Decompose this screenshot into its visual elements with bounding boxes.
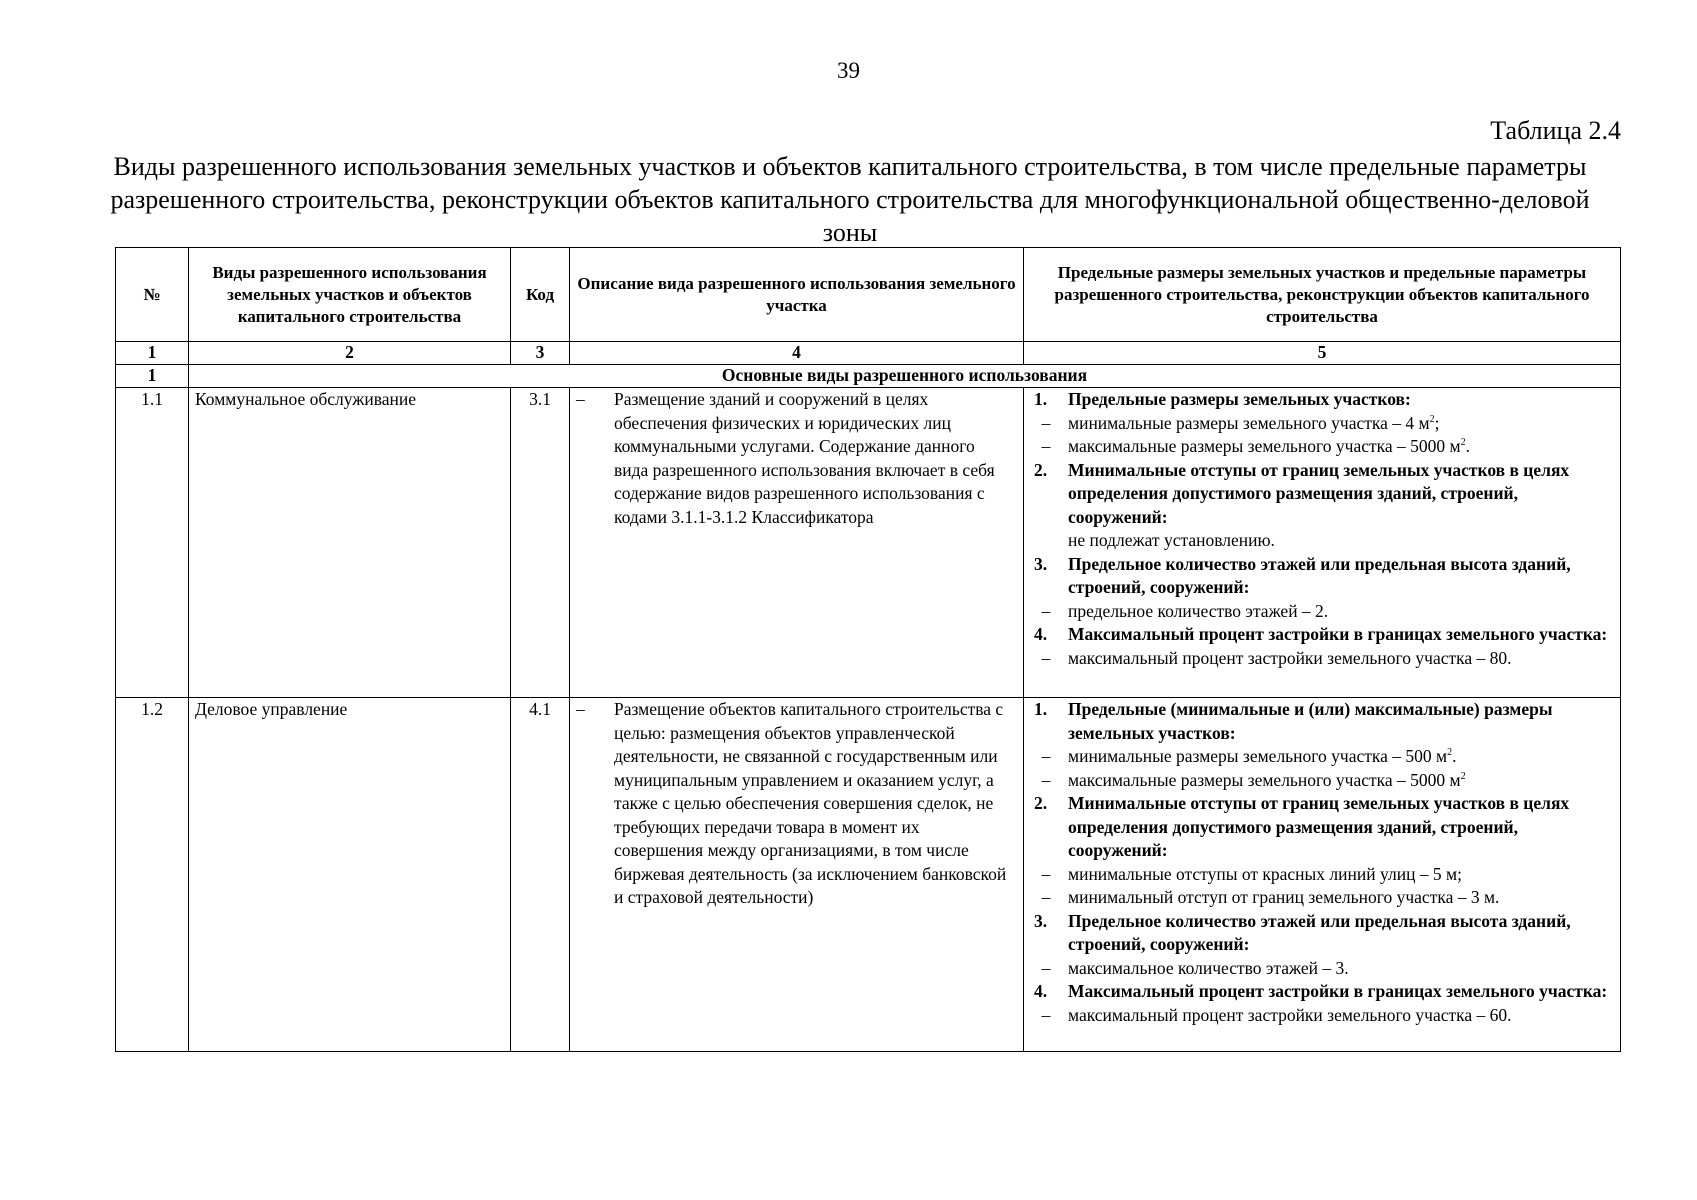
- row-description: Размещение зданий и сооружений в целях обеспечения физических и юридических лиц коммунальными услугами. Содержание данного вида разрешенного использования включает в себя содержание видов разрешенного использования с кодами 3.1.1-3.1.2 Классификатора: [614, 389, 995, 527]
- table-row: [116, 698, 1621, 1052]
- heading-text: Предельные размеры земельных участков:: [1068, 389, 1411, 409]
- table-label: Таблица 2.4: [1490, 116, 1621, 145]
- heading-number: 2.: [1034, 459, 1048, 480]
- limits-item: [1024, 1004, 1614, 1028]
- limits-item: [1024, 600, 1614, 624]
- heading-number: 3.: [1034, 553, 1048, 574]
- heading-text: Предельное количество этажей или предельная высота зданий, строений, сооружений:: [1068, 553, 1571, 597]
- item-dash: –: [1041, 436, 1051, 456]
- heading-text: Предельные (минимальные и (или) максимальные) размеры земельных участков:: [1068, 699, 1553, 743]
- row-number: 1.2: [116, 698, 189, 1052]
- superscript: 2: [1460, 437, 1466, 449]
- item-text: минимальный отступ от границ земельного участка – 3 м.: [1068, 887, 1500, 907]
- row-description-cell: [570, 698, 1024, 1052]
- row-limits-cell: [1024, 388, 1621, 698]
- limits-heading: [1024, 910, 1614, 957]
- item-dash: –: [1041, 957, 1051, 978]
- item-text: минимальные размеры земельного участка – 4 м: [1068, 412, 1430, 433]
- section-title: Основные виды разрешенного использования: [189, 365, 1621, 388]
- header-description: Описание вида разрешенного использования земельного участка: [570, 248, 1024, 342]
- item-dash: –: [1041, 769, 1051, 790]
- item-dash: –: [1041, 863, 1051, 884]
- limits-item: [1024, 412, 1614, 436]
- heading-text: Предельное количество этажей или предельная высота зданий, строений, сооружений:: [1068, 910, 1571, 954]
- superscript: 2: [1429, 413, 1435, 425]
- description-dash: –: [576, 389, 585, 409]
- column-number: 5: [1024, 342, 1621, 365]
- heading-number: 1.: [1034, 389, 1048, 409]
- item-dash: –: [1041, 412, 1051, 433]
- header-type: Виды разрешенного использования земельных участков и объектов капитального строительства: [189, 248, 511, 342]
- section-number: 1: [116, 365, 189, 388]
- row-limits-cell: [1024, 698, 1621, 1052]
- superscript: 2: [1460, 770, 1466, 782]
- item-end: .: [1452, 746, 1457, 766]
- item-text: максимальные размеры земельного участка – 5000 м: [1068, 769, 1461, 790]
- heading-number: 1.: [1034, 699, 1048, 719]
- table-title: Виды разрешенного использования земельных участков и объектов капитального строительства, в том числе предельные параметры разрешенного строительства, реконструкции объектов капитального строительства для многофункциональной общественно-деловой зоны: [110, 152, 1590, 247]
- section-row: [116, 365, 1621, 388]
- limits-heading: [1024, 980, 1614, 1004]
- header-row: [116, 248, 1621, 342]
- row-type: Коммунальное обслуживание: [189, 388, 511, 698]
- heading-number: 3.: [1034, 910, 1048, 931]
- heading-text: Максимальный процент застройки в границах земельного участка:: [1068, 624, 1608, 644]
- limits-item: [1024, 863, 1614, 887]
- item-text: предельное количество этажей – 2.: [1068, 600, 1329, 621]
- limits-heading: [1024, 388, 1614, 412]
- header-limits: Предельные размеры земельных участков и предельные параметры разрешенного строительства, реконструкции объектов капитального строительства: [1024, 248, 1621, 342]
- item-text: максимальный процент застройки земельного участка – 80.: [1068, 647, 1512, 668]
- item-end: .: [1465, 436, 1470, 456]
- item-end: ;: [1434, 412, 1440, 433]
- item-text: минимальные размеры земельного участка – 500 м: [1068, 746, 1448, 766]
- item-dash: –: [1041, 600, 1051, 621]
- row-code: 3.1: [511, 388, 570, 698]
- row-type: Деловое управление: [189, 698, 511, 1052]
- row-code: 4.1: [511, 698, 570, 1052]
- table-row: [116, 388, 1621, 698]
- column-number: 2: [189, 342, 511, 365]
- limits-item: [1024, 769, 1614, 793]
- header-code: Код: [511, 248, 570, 342]
- limits-item: [1024, 647, 1614, 671]
- limits-heading: [1024, 459, 1614, 530]
- superscript: 2: [1447, 747, 1453, 759]
- row-number: 1.1: [116, 388, 189, 698]
- row-description: Размещение объектов капитального строительства с целью: размещения объектов управленческой деятельности, не связанной с государственным или муниципальным управлением и оказанием услуг, а также с целью обеспечения совершения сделок, не требующих передачи товара в момент их совершения между организациями, в том числе биржевая деятельность (за исключением банковской и страховой деятельности): [614, 699, 1007, 907]
- heading-number: 4.: [1034, 624, 1048, 644]
- limits-item: [1024, 745, 1614, 769]
- item-text: максимальное количество этажей – 3.: [1068, 957, 1349, 978]
- heading-text: Минимальные отступы от границ земельных участков в целях определения допустимого размещения зданий, строений, сооружений:: [1068, 459, 1570, 527]
- row-description-cell: [570, 388, 1024, 698]
- column-number: 1: [116, 342, 189, 365]
- item-dash: –: [1041, 1004, 1051, 1025]
- limits-heading: [1024, 698, 1614, 745]
- heading-text: Минимальные отступы от границ земельных участков в целях определения допустимого размещения зданий, строений, сооружений:: [1068, 793, 1570, 860]
- item-dash: –: [1041, 887, 1051, 907]
- limits-heading: [1024, 792, 1614, 863]
- heading-text: Максимальный процент застройки в границах земельного участка:: [1068, 981, 1608, 1001]
- column-number: 3: [511, 342, 570, 365]
- heading-number: 4.: [1034, 981, 1048, 1001]
- item-dash: –: [1041, 647, 1051, 668]
- description-dash: –: [576, 699, 585, 719]
- column-number: 4: [570, 342, 1024, 365]
- header-no: №: [116, 248, 189, 342]
- heading-number: 2.: [1034, 793, 1048, 813]
- page-number: 39: [837, 58, 860, 83]
- limits-heading: [1024, 623, 1614, 647]
- land-use-table: [115, 247, 1621, 1052]
- item-dash: –: [1041, 746, 1051, 766]
- limits-item: [1024, 435, 1614, 459]
- item-text: максимальные размеры земельного участка – 5000 м: [1068, 436, 1461, 456]
- limits-item: [1024, 529, 1614, 553]
- limits-heading: [1024, 553, 1614, 600]
- item-text: не подлежат установлению.: [1068, 530, 1275, 550]
- column-number-row: [116, 342, 1621, 365]
- limits-item: [1024, 957, 1614, 981]
- limits-item: [1024, 886, 1614, 910]
- item-text: минимальные отступы от красных линий улиц – 5 м;: [1068, 863, 1462, 884]
- item-text: максимальный процент застройки земельного участка – 60.: [1068, 1004, 1512, 1025]
